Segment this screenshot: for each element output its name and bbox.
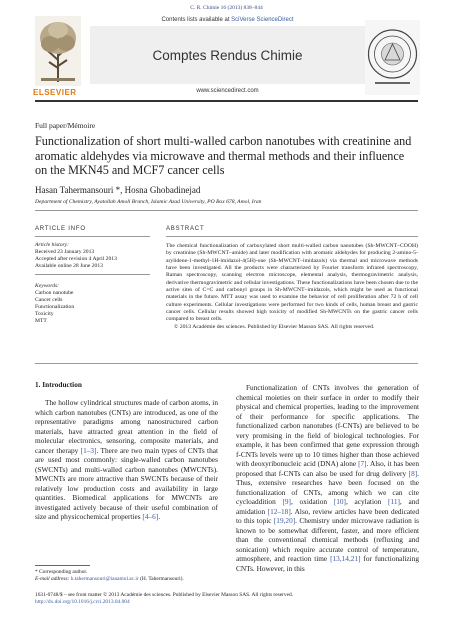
citation-link[interactable]: [8] bbox=[408, 468, 418, 478]
citation-link[interactable]: [13,14,21] bbox=[330, 554, 361, 563]
elsevier-wordmark: ELSEVIER bbox=[33, 88, 77, 97]
text-run: . bbox=[158, 512, 161, 521]
paper-title: Functionalization of short multi-walled carbon nanotubes with creatinine and aromatic aldehydes via microwave and thermal methods and their influence on the MKN45 and MCF7 cancer cells bbox=[35, 134, 412, 178]
citation-link[interactable]: [4–6] bbox=[142, 512, 159, 521]
citation-link[interactable]: [10] bbox=[333, 497, 346, 506]
history-rule bbox=[35, 274, 150, 275]
citation-link[interactable]: [7] bbox=[358, 459, 367, 468]
page-footer bbox=[35, 592, 418, 606]
abstract-heading: ABSTRACT bbox=[166, 226, 205, 232]
text-run: . Chemistry under microwave radiation is known to be somewhat different, faster, and more efficient than the conventional chemical methods (refluxing and sonication) which require accurate control of temperature, atmosphere, and reaction time bbox=[236, 516, 419, 563]
keyword-item: Cancer cells bbox=[35, 297, 63, 304]
history-online: Available online 28 June 2013 bbox=[35, 263, 103, 270]
intro-paragraph-2 bbox=[236, 383, 419, 573]
text-run: The hollow cylindrical structures made of carbon atoms, in which carbon nanotubes (CNTs) are introduced, as one of the representative paradigms among nanostructured carbon materials, have attracted great attention in the field of molecular electronics, sensoring, composite materials, and cancer therapy bbox=[35, 398, 218, 455]
article-history bbox=[35, 242, 150, 270]
author-list: Hasan Tahermansouri *, Hosna Ghobadinejad bbox=[35, 185, 201, 195]
title-rule bbox=[35, 210, 418, 211]
footnote-rule bbox=[35, 565, 90, 566]
intro-paragraph-1 bbox=[35, 398, 218, 522]
academy-seal-logo bbox=[365, 20, 420, 95]
section-heading-introduction: 1. Introduction bbox=[35, 380, 82, 389]
keyword-item: MTT bbox=[35, 318, 47, 325]
paper-type: Full paper/Mémoire bbox=[35, 121, 96, 130]
journal-title: Comptes Rendus Chimie bbox=[152, 48, 303, 63]
article-info-rule bbox=[35, 236, 150, 237]
text-run: , acylation bbox=[345, 497, 389, 506]
keywords-block bbox=[35, 283, 150, 326]
footnote-star: * Corresponding author. bbox=[35, 569, 88, 575]
abstract-text: The chemical functionalization of carboxylated short multi-walled carbon nanotubes (Sh-MWCNT–COOH) by creatinine (Sh-MWCNT–amide) and later modification with aromatic aldehydes for producing 2-amino-5-arylidene-1-methyl-1H-imidazol-4(5H)-one (Sh-MWCNT–imidazols) via thermal and microwave methods have been investigated. All the products were characterized by Fourier transform infrared spectroscopy, Raman spectroscopy, scanning electron microscope, elemental analysis, thermogravimetric analysis, derivative thermogravimetric and cellular investigations. These functionalizations have been chosen due to the active sites of C=C and carbonyl groups in Sh-MWCNT–imidazols, which might be used as functional materials in the future. MTT assay was used to examine the behavior of cell proliferation after 72 h of cell culture experiments. Cellular investigations were performed for two kinds of cells, human breast and gastric cancer cells. Cellular results showed high toxicity of modified Sh-MWCNTs on the gastric cancer cells compared to breast cells. bbox=[166, 243, 418, 323]
email-label: E-mail address: bbox=[35, 576, 71, 582]
history-label: Article history: bbox=[35, 242, 70, 248]
corresponding-author-footnote bbox=[35, 569, 235, 583]
text-run: Functionalization of CNTs involves the generation of chemical moieties on their surface in order to modify their physical and chemical properties, leading to the improvement of their performance for specific applications. The functionalized carbon nanotubes (f-CNTs) are believed to be very promising in the field of biological technologies. For example, it has been confirmed that gene expression through f-CNTs levels were up to 10 times higher than those achieved with deoxyribonucleic acid (DNA) alone bbox=[236, 383, 419, 468]
abstract-rule bbox=[166, 236, 418, 237]
citation-link[interactable]: [11] bbox=[388, 497, 400, 506]
email-suffix: (H. Tahermansouri). bbox=[138, 576, 184, 582]
abstract-end-rule bbox=[35, 363, 418, 364]
citation-link[interactable]: [9] bbox=[282, 497, 291, 506]
elsevier-tree-logo bbox=[35, 16, 81, 86]
history-accepted: Accepted after revision 4 April 2013 bbox=[35, 256, 117, 263]
text-run: . Also, review articles have been dedicated to this topic bbox=[236, 506, 419, 525]
text-run: . Thus, extensive researches have been focused on the functionalization of CNTs, among which we can cite cycloaddition bbox=[236, 468, 419, 506]
contents-line bbox=[90, 17, 365, 23]
footnote-email-line bbox=[35, 576, 235, 583]
email-link[interactable]: h.tahermansouri@iauamol.ac.ir bbox=[70, 576, 139, 582]
body-column-left bbox=[35, 398, 218, 522]
abstract-copyright: © 2013 Académie des sciences. Published by Elsevier Masson SAS. All rights reserved. bbox=[174, 323, 375, 330]
journal-citation: C. R. Chimie 16 (2013) 838–844 bbox=[190, 5, 263, 11]
keyword-item: Toxicity bbox=[35, 311, 54, 318]
header-rule bbox=[35, 100, 418, 102]
citation-link[interactable]: [1–3] bbox=[80, 445, 97, 455]
contents-prefix: Contents lists available at bbox=[161, 17, 232, 23]
citation-link[interactable]: [12–18] bbox=[267, 506, 291, 516]
journal-url[interactable]: www.sciencedirect.com bbox=[196, 88, 259, 94]
text-run: . There are two main types of CNTs that are used most commonly: single-walled carbon nanotubes (SWCNTs) and multi-walled carbon nanotubes (MWCNTs). MWCNTs are more attractive than SWCNTs because of their relatively low production costs and availability in large quantities. Biomedical applications for MWCNTs are investigated actively because of their useful combination of size and physicochemical properties bbox=[35, 445, 218, 521]
text-run: , and amidation bbox=[236, 497, 419, 516]
keyword-item: Functionalization bbox=[35, 304, 75, 311]
keywords-label: Keywords: bbox=[35, 283, 60, 289]
text-run: . Also, it has been proposed that f-CNTs can also be used for drug delivery bbox=[236, 459, 420, 478]
keyword-item: Carbon nanotube bbox=[35, 290, 74, 297]
text-run: , oxidation bbox=[290, 497, 334, 506]
body-column-right bbox=[236, 383, 419, 573]
abstract-body bbox=[166, 243, 418, 331]
citation-link[interactable]: [19,20] bbox=[273, 516, 296, 525]
text-run: for functionalizing CNTs. However, in this bbox=[236, 554, 419, 573]
affiliation: Department of Chemistry, Ayatollah Amoli Branch, Islamic Azad University, PO Box 678, Amol, Iran bbox=[35, 199, 262, 205]
doi-link[interactable]: http://dx.doi.org/10.1016/j.crci.2013.04.004 bbox=[35, 599, 130, 605]
sciencedirect-link[interactable]: SciVerse ScienceDirect bbox=[231, 17, 294, 23]
history-received: Received 23 January 2013 bbox=[35, 249, 95, 256]
article-info-heading: ARTICLE INFO bbox=[35, 226, 86, 232]
front-matter-line: 1631-0748/$ – see front matter © 2013 Académie des sciences. Published by Elsevier Masson SAS. All rights reserved. bbox=[35, 592, 294, 598]
